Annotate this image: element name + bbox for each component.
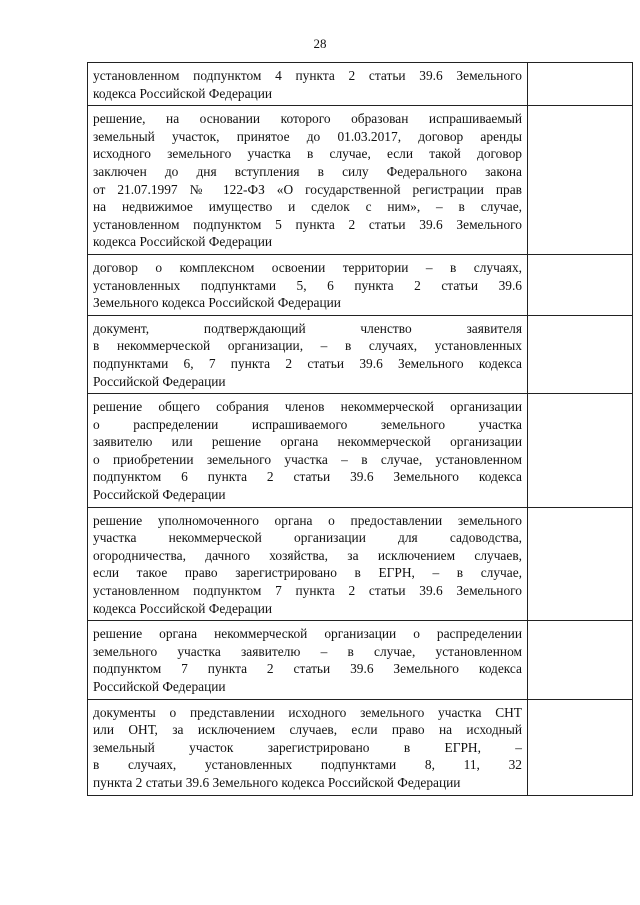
table-row <box>88 106 633 255</box>
cell-text-line: в случаях, установленных подпунктами 8, 11, 32 <box>93 757 522 773</box>
cell-text-line: заявителю или решение органа некоммерческой организации <box>93 434 522 450</box>
cell-text-line: установленном подпунктом 7 пункта 2 статьи 39.6 Земельного <box>93 583 522 599</box>
table-row <box>88 254 633 315</box>
cell-text-line: подпунктом 7 пункта 2 статьи 39.6 Земельного кодекса <box>93 661 522 677</box>
cell-text-line: пункта 2 статьи 39.6 Земельного кодекса Российской Федерации <box>93 774 461 790</box>
cell-text-line: заключен до дня вступления в силу Федерального закона <box>93 163 522 179</box>
empty-mark-cell <box>528 254 633 315</box>
empty-mark-cell <box>528 106 633 255</box>
empty-mark-cell <box>528 699 633 795</box>
cell-text-line: кодекса Российской Федерации <box>93 600 273 616</box>
cell-text-line: документы о представлении исходного земельного участка СНТ <box>93 704 522 720</box>
cell-text-line: решение органа некоммерческой организации о распределении <box>93 626 522 642</box>
cell-text-line: в некоммерческой организации, – в случаях, установленных <box>93 338 522 354</box>
document-description-cell <box>88 507 528 621</box>
cell-text-line: установленном подпунктом 4 пункта 2 статьи 39.6 Земельного <box>93 68 522 83</box>
cell-text-line: решение уполномоченного органа о предоставлении земельного <box>93 512 522 528</box>
cell-text-line: решение, на основании которого образован испрашиваемый <box>93 111 522 127</box>
cell-text-line: от 21.07.1997 № 122-ФЗ «О государственной регистрации прав <box>93 181 522 197</box>
document-description-cell <box>88 699 528 795</box>
cell-text-line: земельный участок, принятое до 01.03.2017, договор аренды <box>93 128 522 144</box>
cell-text-line: подпунктами 6, 7 пункта 2 статьи 39.6 Земельного кодекса <box>93 355 522 371</box>
empty-mark-cell <box>528 507 633 621</box>
table-row <box>88 315 633 393</box>
cell-text-line: Российской Федерации <box>93 487 226 503</box>
cell-text-line: установленных подпунктами 5, 6 пункта 2 статьи 39.6 <box>93 277 522 293</box>
cell-text-line: или ОНТ, за исключением случаев, если право на исходный <box>93 722 522 738</box>
cell-text-line: о приобретении земельного участка – в случае, установленном <box>93 451 522 467</box>
cell-text-line: земельного участка заявителю – в случае, установленном <box>93 643 522 659</box>
table-body <box>88 63 633 796</box>
cell-text-line: Российской Федерации <box>93 373 226 389</box>
document-description-cell <box>88 315 528 393</box>
document-description-cell <box>88 621 528 699</box>
page-number: 28 <box>313 36 327 51</box>
cell-text-line: земельный участок зарегистрировано в ЕГРН, – <box>93 739 522 755</box>
empty-mark-cell <box>528 63 633 106</box>
document-description-cell <box>88 63 528 106</box>
empty-mark-cell <box>528 394 633 508</box>
cell-text-line: документ, подтверждающий членство заявителя <box>93 320 522 336</box>
document-description-cell <box>88 394 528 508</box>
cell-text-line: если такое право зарегистрировано в ЕГРН, – в случае, <box>93 565 522 581</box>
cell-text-line: на недвижимое имущество и сделок с ним», – в случае, <box>93 199 522 215</box>
empty-mark-cell <box>528 315 633 393</box>
document-description-cell <box>88 106 528 255</box>
cell-text-line: исходного земельного участка в случае, если такой договор <box>93 146 522 162</box>
cell-text-line: кодекса Российской Федерации <box>93 234 273 250</box>
document-description-cell <box>88 254 528 315</box>
cell-text-line: участка некоммерческой организации для садоводства, <box>93 530 522 546</box>
cell-text-line: Земельного кодекса Российской Федерации <box>93 295 341 311</box>
table-row <box>88 394 633 508</box>
table-row <box>88 621 633 699</box>
cell-text-line: договор о комплексном освоении территории – в случаях, <box>93 259 522 275</box>
cell-text-line: огородничества, дачного хозяйства, за исключением случаев, <box>93 547 522 563</box>
cell-text-line: решение общего собрания членов некоммерческой организации <box>93 399 522 415</box>
table-row <box>88 63 633 106</box>
requirements-table <box>87 62 633 796</box>
table-row <box>88 699 633 795</box>
cell-text-line: подпунктом 6 пункта 2 статьи 39.6 Земельного кодекса <box>93 469 522 485</box>
cell-text-line: Российской Федерации <box>93 679 226 694</box>
table-row <box>88 507 633 621</box>
cell-text-line: кодекса Российской Федерации <box>93 85 273 101</box>
cell-text-line: установленном подпунктом 5 пункта 2 статьи 39.6 Земельного <box>93 216 522 232</box>
cell-text-line: о распределении испрашиваемого земельного участка <box>93 416 522 432</box>
empty-mark-cell <box>528 621 633 699</box>
